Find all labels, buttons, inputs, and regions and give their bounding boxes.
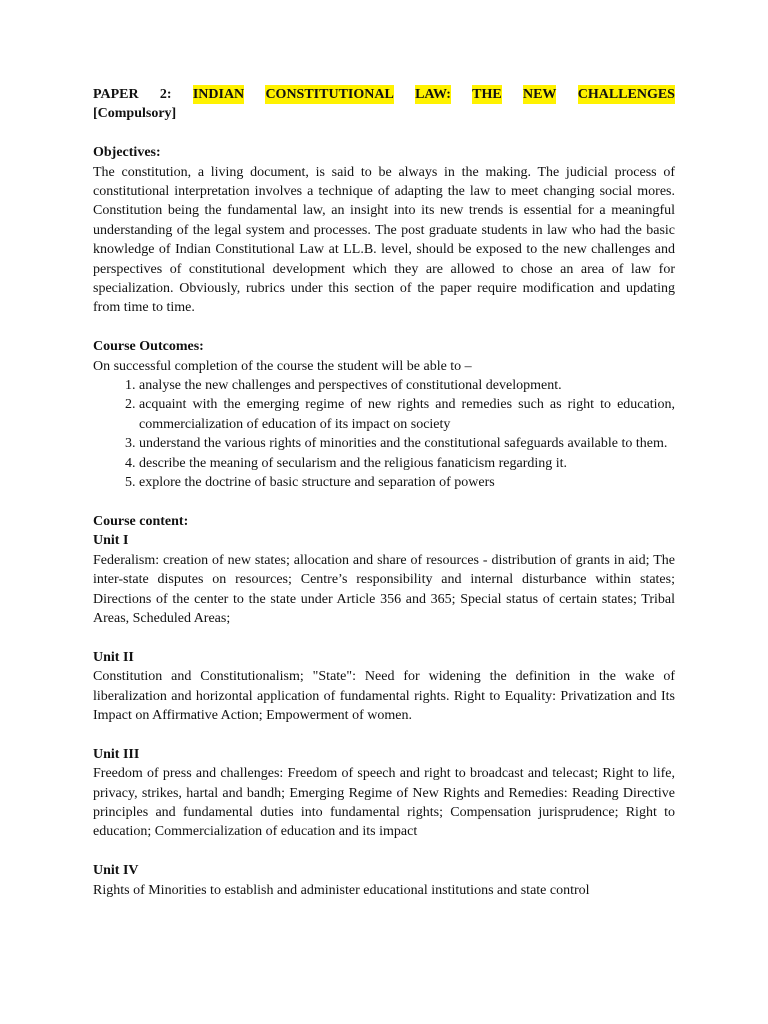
paper-label: PAPER: [93, 87, 139, 102]
unit-text: Rights of Minorities to establish and administer educational institutions and state control: [93, 882, 590, 898]
list-item: 1. analyse the new challenges and perspectives of constitutional development.: [139, 376, 675, 395]
unit-title: Unit III: [93, 746, 140, 762]
title-word-4: THE: [472, 85, 502, 104]
outcomes-intro: On successful completion of the course the student will be able to –: [93, 358, 472, 374]
outcomes-heading: Course Outcomes:: [93, 339, 204, 355]
unit-title: Unit II: [93, 649, 134, 665]
list-item: 3. understand the various rights of minorities and the constitutional safeguards available to them.: [139, 434, 675, 453]
title-word-5: NEW: [523, 85, 556, 104]
unit-title: Unit IV: [93, 863, 139, 879]
list-item: 2. acquaint with the emerging regime of new rights and remedies such as right to education, commercialization of education of its impact on society: [139, 395, 675, 434]
objectives-text: The constitution, a living document, is said to be always in the making. The judicial process of constitutional interpretation involves a technique of adapting the law to meet changing social mores. Constitution being the fundamental law, an insight into its new trends is essential for a meaningful understanding of the legal system and processes. The post graduate students in law who had the basic knowledge of Indian Constitutional Law at LL.B. level, should be exposed to the new challenges and perspectives of constitutional development which they are allowed to chose an area of law for specialization. Obviously, rubrics under this section of the paper require modification and updating from time to time.: [93, 164, 675, 316]
unit-title: Unit I: [93, 533, 129, 549]
objectives-heading: Objectives:: [93, 145, 161, 161]
title-word-6: CHALLENGES: [578, 85, 675, 104]
title-word-2: CONSTITUTIONAL: [265, 85, 393, 104]
title-word-1: INDIAN: [193, 85, 244, 104]
list-item: 5. explore the doctrine of basic structure and separation of powers: [139, 473, 675, 492]
unit-text: Freedom of press and challenges: Freedom of speech and right to broadcast and telecast; Right to life, privacy, strikes, hartal and bandh; Emerging Regime of New Rights and Remedies: Reading Directive principles and fundamental duties into fundamental rights; Compensation jurisprudence; Right to education; Commercialization of education and its impact: [93, 766, 675, 840]
course-content-heading: Course content:: [93, 513, 189, 529]
document-page: [93, 85, 675, 900]
outcomes-list: [93, 376, 675, 492]
paper-number: 2:: [159, 87, 172, 102]
compulsory-label: [Compulsory]: [93, 106, 177, 122]
unit-text: Constitution and Constitutionalism; "State": Need for widening the definition in the wake of liberalization and horizontal application of fundamental rights. Right to Equality: Privatization and Its Impact on Affirmative Action; Empowerment of women.: [93, 669, 675, 723]
title-word-3: LAW:: [415, 85, 451, 104]
list-item: 4. describe the meaning of secularism and the religious fanaticism regarding it.: [139, 454, 675, 473]
paper-title-line: [93, 85, 675, 104]
unit-text: Federalism: creation of new states; allocation and share of resources - distribution of grants in aid; The inter-state disputes on resources; Centre’s responsibility and internal disturbance within states; Directions of the center to the state under Article 356 and 365; Special status of certain states; Tribal Areas, Scheduled Areas;: [93, 552, 675, 626]
